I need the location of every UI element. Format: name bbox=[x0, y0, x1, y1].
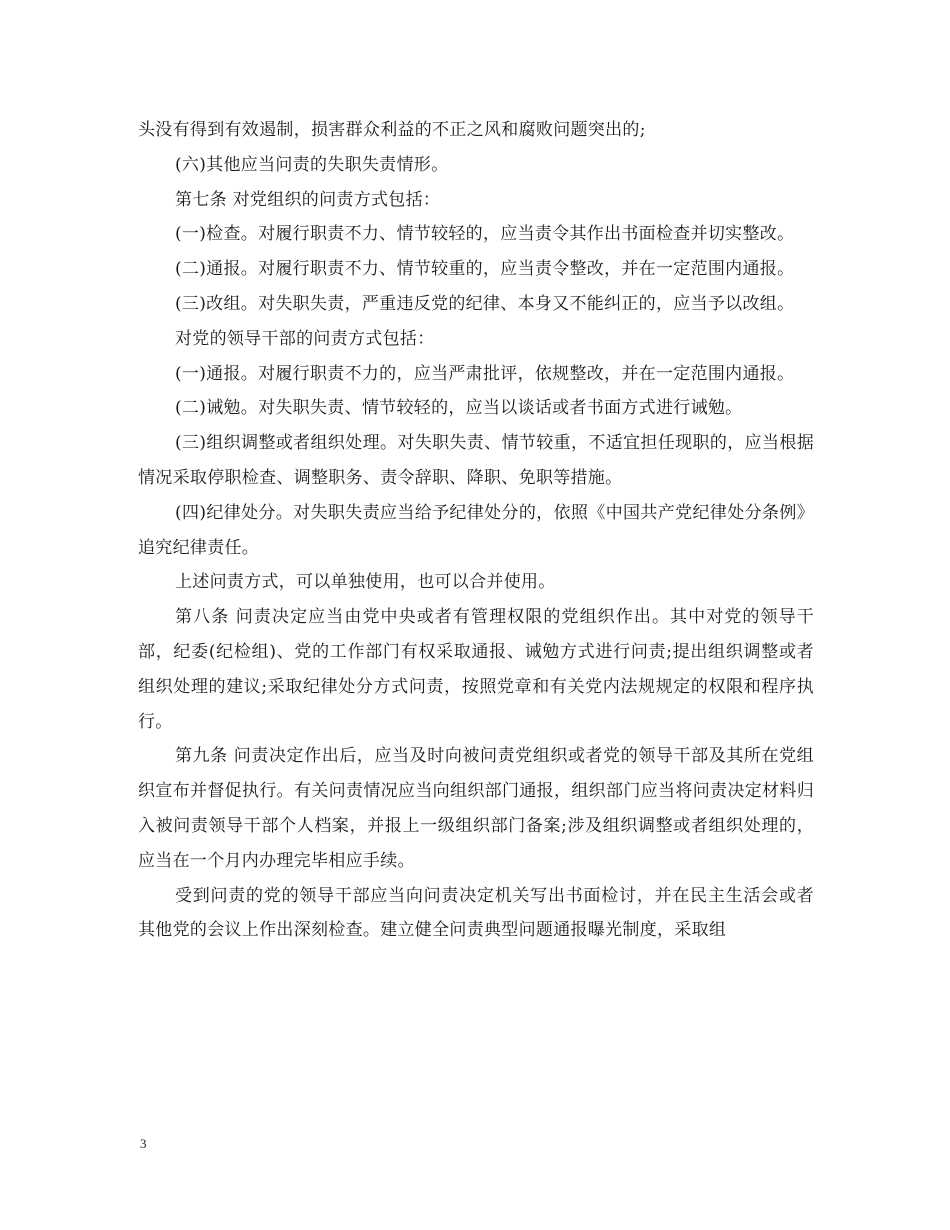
paragraph: 头没有得到有效遏制，损害群众利益的不正之风和腐败问题突出的; bbox=[138, 120, 646, 140]
article-paragraph: 第九条 问责决定作出后，应当及时向被问责党组织或者党的领导干部及其所在党组织宣布并督促执行。有关问责情况应当向组织部门通报，组织部门应当将问责决定材料归入被问责领导干部个人档案，并报上一级组织部门备案;涉及组织调整或者组织处理的，应当在一个月内办理完毕相应手续。 bbox=[138, 746, 814, 871]
paragraph: (二)通报。对履行职责不力、情节较重的，应当责令整改，并在一定范围内通报。 bbox=[175, 259, 795, 280]
paragraph: 对党的领导干部的问责方式包括： bbox=[175, 328, 435, 349]
paragraph: (四)纪律处分。对失职失责应当给予纪律处分的，依照《中国共产党纪律处分条例》追究纪律责任。 bbox=[138, 502, 814, 558]
paragraph: (三)改组。对失职失责，严重违反党的纪律、本身又不能纠正的，应当予以改组。 bbox=[175, 293, 795, 314]
document-body bbox=[138, 113, 814, 948]
paragraph: 上述问责方式，可以单独使用，也可以合并使用。 bbox=[175, 572, 556, 593]
paragraph: (二)诫勉。对失职失责、情节较轻的，应当以谈话或者书面方式进行诫勉。 bbox=[175, 398, 743, 419]
paragraph: (一)通报。对履行职责不力的，应当严肃批评，依规整改，并在一定范围内通报。 bbox=[175, 363, 795, 384]
paragraph: (一)检查。对履行职责不力、情节较轻的，应当责令其作出书面检查并切实整改。 bbox=[175, 224, 795, 245]
paragraph: 受到问责的党的领导干部应当向问责决定机关写出书面检讨，并在民主生活会或者其他党的会议上作出深刻检查。建立健全问责典型问题通报曝光制度，采取组 bbox=[138, 885, 814, 941]
paragraph: (三)组织调整或者组织处理。对失职失责、情节较重，不适宜担任现职的，应当根据情况采取停职检查、调整职务、责令辞职、降职、免职等措施。 bbox=[138, 433, 814, 488]
article-heading-paragraph: 第七条 对党组织的问责方式包括： bbox=[175, 189, 441, 210]
page-number: 3 bbox=[140, 1136, 147, 1151]
paragraph: (六)其他应当问责的失职失责情形。 bbox=[175, 154, 449, 175]
article-paragraph: 第八条 问责决定应当由党中央或者有管理权限的党组织作出。其中对党的领导干部，纪委(纪检组)、党的工作部门有权采取通报、诫勉方式进行问责;提出组织调整或者组织处理的建议;采取纪律处分方式问责，按照党章和有关党内法规规定的权限和程序执行。 bbox=[138, 607, 814, 732]
